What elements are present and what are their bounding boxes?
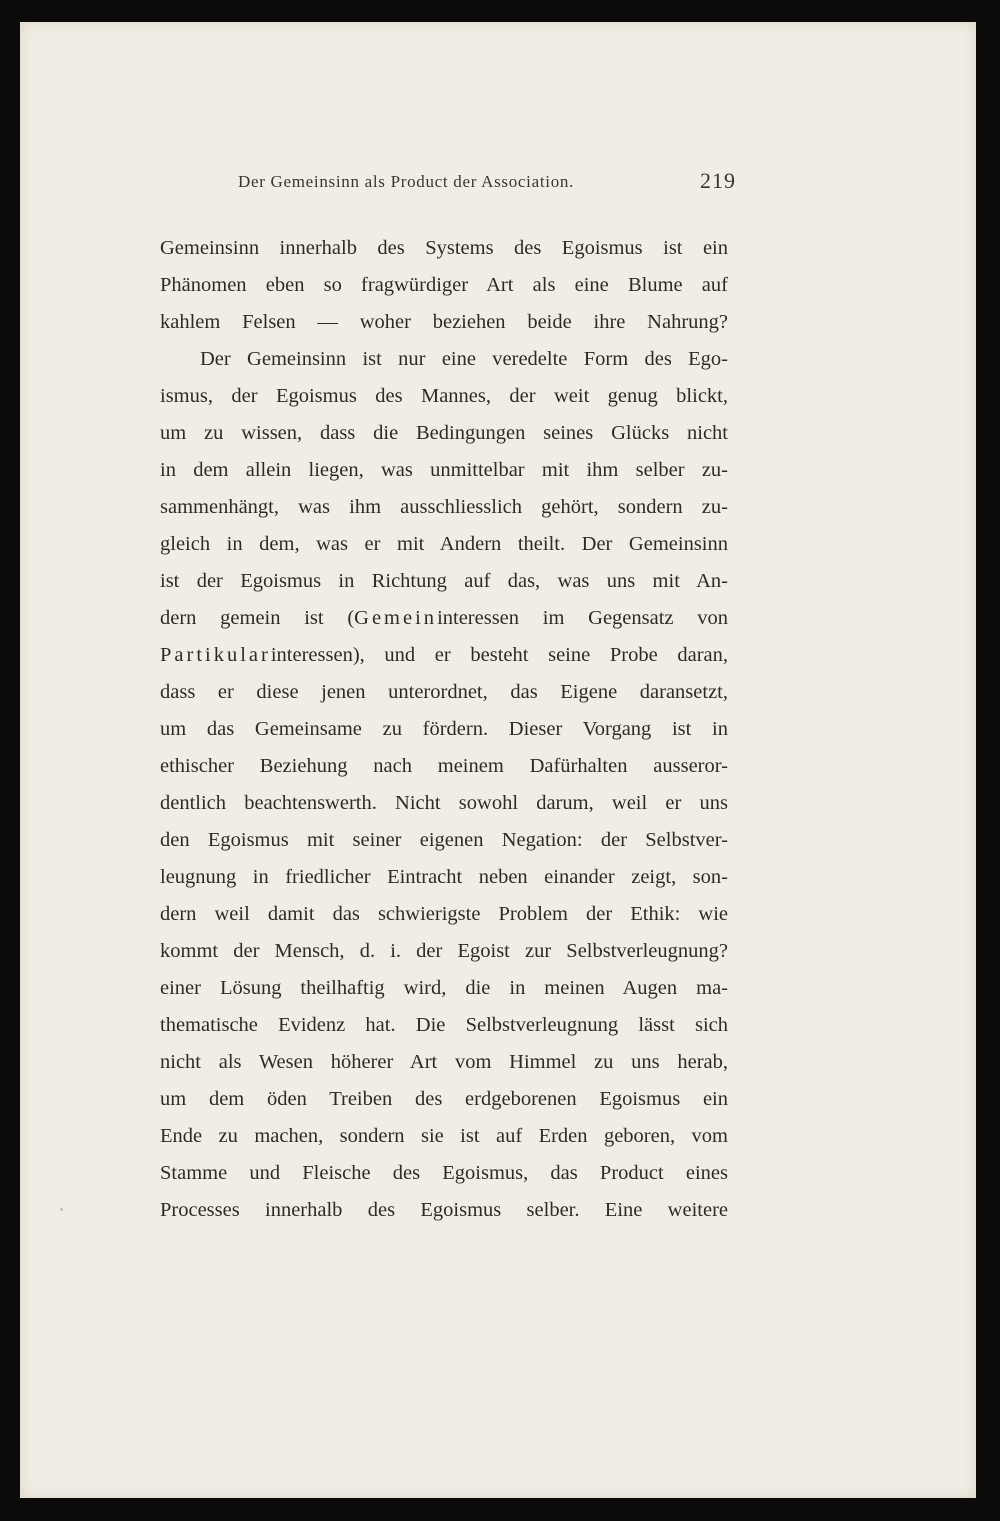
text-segment: dentlich beachtenswerth. Nicht sowohl darum, weil er uns: [160, 792, 728, 814]
text-line: [160, 304, 728, 341]
text-line: [160, 600, 728, 637]
text-line: [160, 785, 728, 822]
text-segment: interessen), und er besteht seine Probe daran,: [270, 644, 728, 666]
text-line: [160, 711, 728, 748]
text-segment: Stamme und Fleische des Egoismus, das Product eines: [160, 1162, 728, 1184]
text-line: [160, 933, 728, 970]
text-line: [160, 1081, 728, 1118]
text-segment: ethischer Beziehung nach meinem Dafürhalten ausseror-: [160, 755, 728, 777]
text-segment: dern weil damit das schwierigste Problem der Ethik: wie: [160, 903, 728, 925]
text-line: [160, 637, 728, 674]
text-line: [160, 526, 728, 563]
spaced-emphasis: Partikular: [160, 644, 271, 666]
text-segment: kahlem Felsen — woher beziehen beide ihre Nahrung?: [160, 311, 728, 333]
text-line: [160, 1118, 728, 1155]
text-line: [160, 267, 728, 304]
text-line: [160, 341, 728, 378]
text-segment: gleich in dem, was er mit Andern theilt. Der Gemeinsinn: [160, 533, 728, 555]
text-segment: einer Lösung theilhaftig wird, die in meinen Augen ma-: [160, 977, 728, 999]
text-segment: ist der Egoismus in Richtung auf das, was uns mit An-: [160, 570, 728, 592]
text-line: [160, 896, 728, 933]
text-line: [160, 822, 728, 859]
text-segment: leugnung in friedlicher Eintracht neben einander zeigt, son-: [160, 866, 728, 888]
text-segment: um das Gemeinsame zu fördern. Dieser Vorgang ist in: [160, 718, 728, 740]
page-number: 219: [700, 168, 736, 193]
text-line: [160, 748, 728, 785]
text-segment: Phänomen eben so fragwürdiger Art als eine Blume auf: [160, 274, 728, 296]
text-segment: den Egoismus mit seiner eigenen Negation: der Selbstver-: [160, 829, 728, 851]
text-segment: sammenhängt, was ihm ausschliesslich gehört, sondern zu-: [160, 496, 728, 518]
text-segment: dass er diese jenen unterordnet, das Eigene daransetzt,: [160, 681, 728, 703]
text-segment: dern gemein ist (: [160, 607, 355, 629]
running-header: [238, 166, 740, 200]
text-segment: Der Gemeinsinn ist nur eine veredelte Form des Ego-: [200, 348, 728, 370]
text-segment: Gemeinsinn innerhalb des Systems des Egoismus ist ein: [160, 237, 728, 259]
text-line: [160, 1192, 728, 1229]
text-line: [160, 230, 728, 267]
text-line: [160, 378, 728, 415]
text-segment: nicht als Wesen höherer Art vom Himmel zu uns herab,: [160, 1051, 728, 1073]
text-segment: kommt der Mensch, d. i. der Egoist zur Selbstverleugnung?: [160, 940, 728, 962]
paper-speck: [60, 1208, 63, 1211]
text-segment: interessen im Gegensatz von: [437, 607, 728, 629]
text-line: [160, 415, 728, 452]
text-line: [160, 1007, 728, 1044]
text-segment: Processes innerhalb des Egoismus selber. Eine weitere: [160, 1199, 728, 1221]
text-line: [160, 452, 728, 489]
text-line: [160, 563, 728, 600]
spaced-emphasis: Gemein: [354, 607, 438, 629]
text-line: [160, 859, 728, 896]
text-line: [160, 1155, 728, 1192]
body-text: [160, 230, 728, 1229]
text-line: [160, 1044, 728, 1081]
text-line: [160, 970, 728, 1007]
text-line: [160, 489, 728, 526]
text-segment: Ende zu machen, sondern sie ist auf Erden geboren, vom: [160, 1125, 728, 1147]
text-segment: in dem allein liegen, was unmittelbar mit ihm selber zu-: [160, 459, 728, 481]
running-title: Der Gemeinsinn als Product der Association.: [238, 172, 575, 191]
text-line: [160, 674, 728, 711]
text-segment: um dem öden Treiben des erdgeborenen Egoismus ein: [160, 1088, 728, 1110]
text-segment: ismus, der Egoismus des Mannes, der weit genug blickt,: [160, 385, 728, 407]
text-segment: thematische Evidenz hat. Die Selbstverleugnung lässt sich: [160, 1014, 728, 1036]
text-segment: um zu wissen, dass die Bedingungen seines Glücks nicht: [160, 422, 728, 444]
